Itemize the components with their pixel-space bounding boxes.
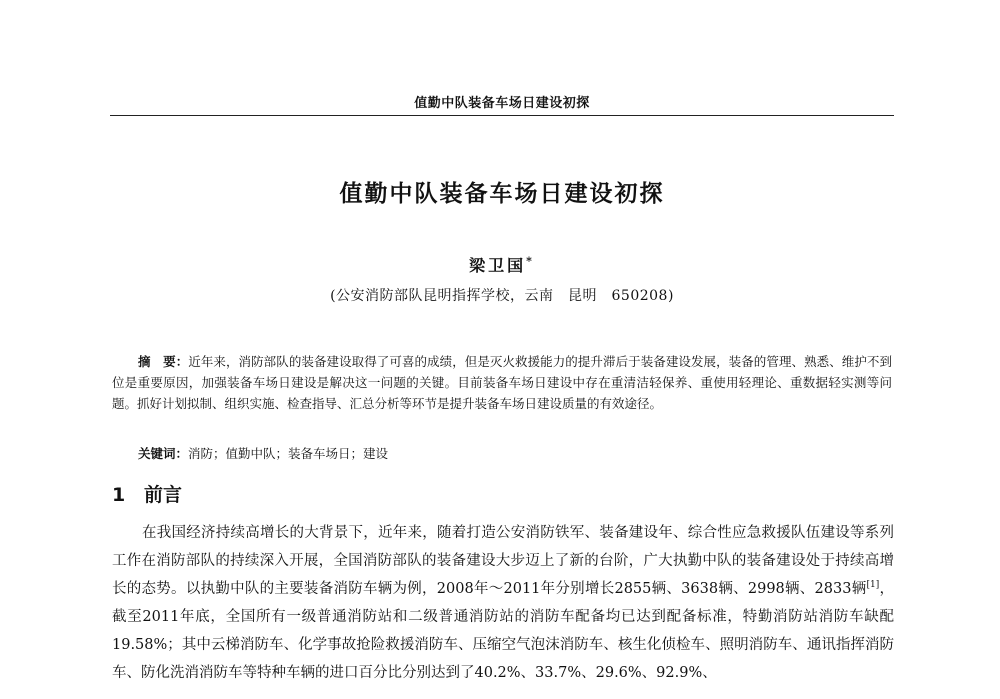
affiliation: (公安消防部队昆明指挥学校，云南 昆明 650208) [330,288,674,304]
section-number: 1 [112,484,126,506]
paper-title: 值勤中队装备车场日建设初探 [339,181,665,207]
running-header: 值勤中队装备车场日建设初探 [414,96,590,111]
author-footnote-mark: * [526,254,535,268]
keywords [138,443,898,464]
section-title: 前言 [144,484,183,506]
abstract-text: 近年来，消防部队的装备建设取得了可喜的成绩，但是灭火救援能力的提升滞后于装备建设发展，装备的管理、熟悉、维护不到位是重要原因，加强装备车场日建设是解决这一问题的关键。目前装备车场日建设中存在重清洁轻保养、重使用轻理论、重数据轻实测等问题。抓好计划拟制、组织实施、检查指导、汇总分析等环节是提升装备车场日建设质量的有效途径。 [112,354,892,411]
author [110,253,894,276]
citation-mark: [1] [866,580,880,591]
header-rule [110,115,894,116]
keywords-label: 关键词： [138,446,189,461]
body-paragraph [112,519,894,687]
body-text-part1: 在我国经济持续高增长的大背景下，近年来，随着打造公安消防铁军、装备建设年、综合性应急救援队伍建设等系列工作在消防部队的持续深入开展，全国消防部队的装备建设大步迈上了新的台阶，广大执勤中队的装备建设处于持续高增长的态势。以执勤中队的主要装备消防车辆为例，2008年～2011年分别增长2855辆、3638辆、2998辆、2833辆 [112,525,894,597]
section-heading [112,480,182,507]
author-name: 梁卫国 [469,256,527,275]
abstract-label: 摘 要： [138,354,189,369]
abstract [112,351,892,414]
keywords-text: 消防；值勤中队；装备车场日；建设 [188,446,389,461]
body-text-part2: ，截至2011年底，全国所有一级普通消防站和二级普通消防站的消防车配备均已达到配备标准，特勤消防站消防车缺配19.58%；其中云梯消防车、化学事故抢险救援消防车、压缩空气泡沫消防车、核生化侦检车、照明消防车、通讯指挥消防车、防化洗消消防车等特种车辆的进口百分比分别达到了40.2%、33.7%、29.6%、92.9%、 [112,581,894,681]
